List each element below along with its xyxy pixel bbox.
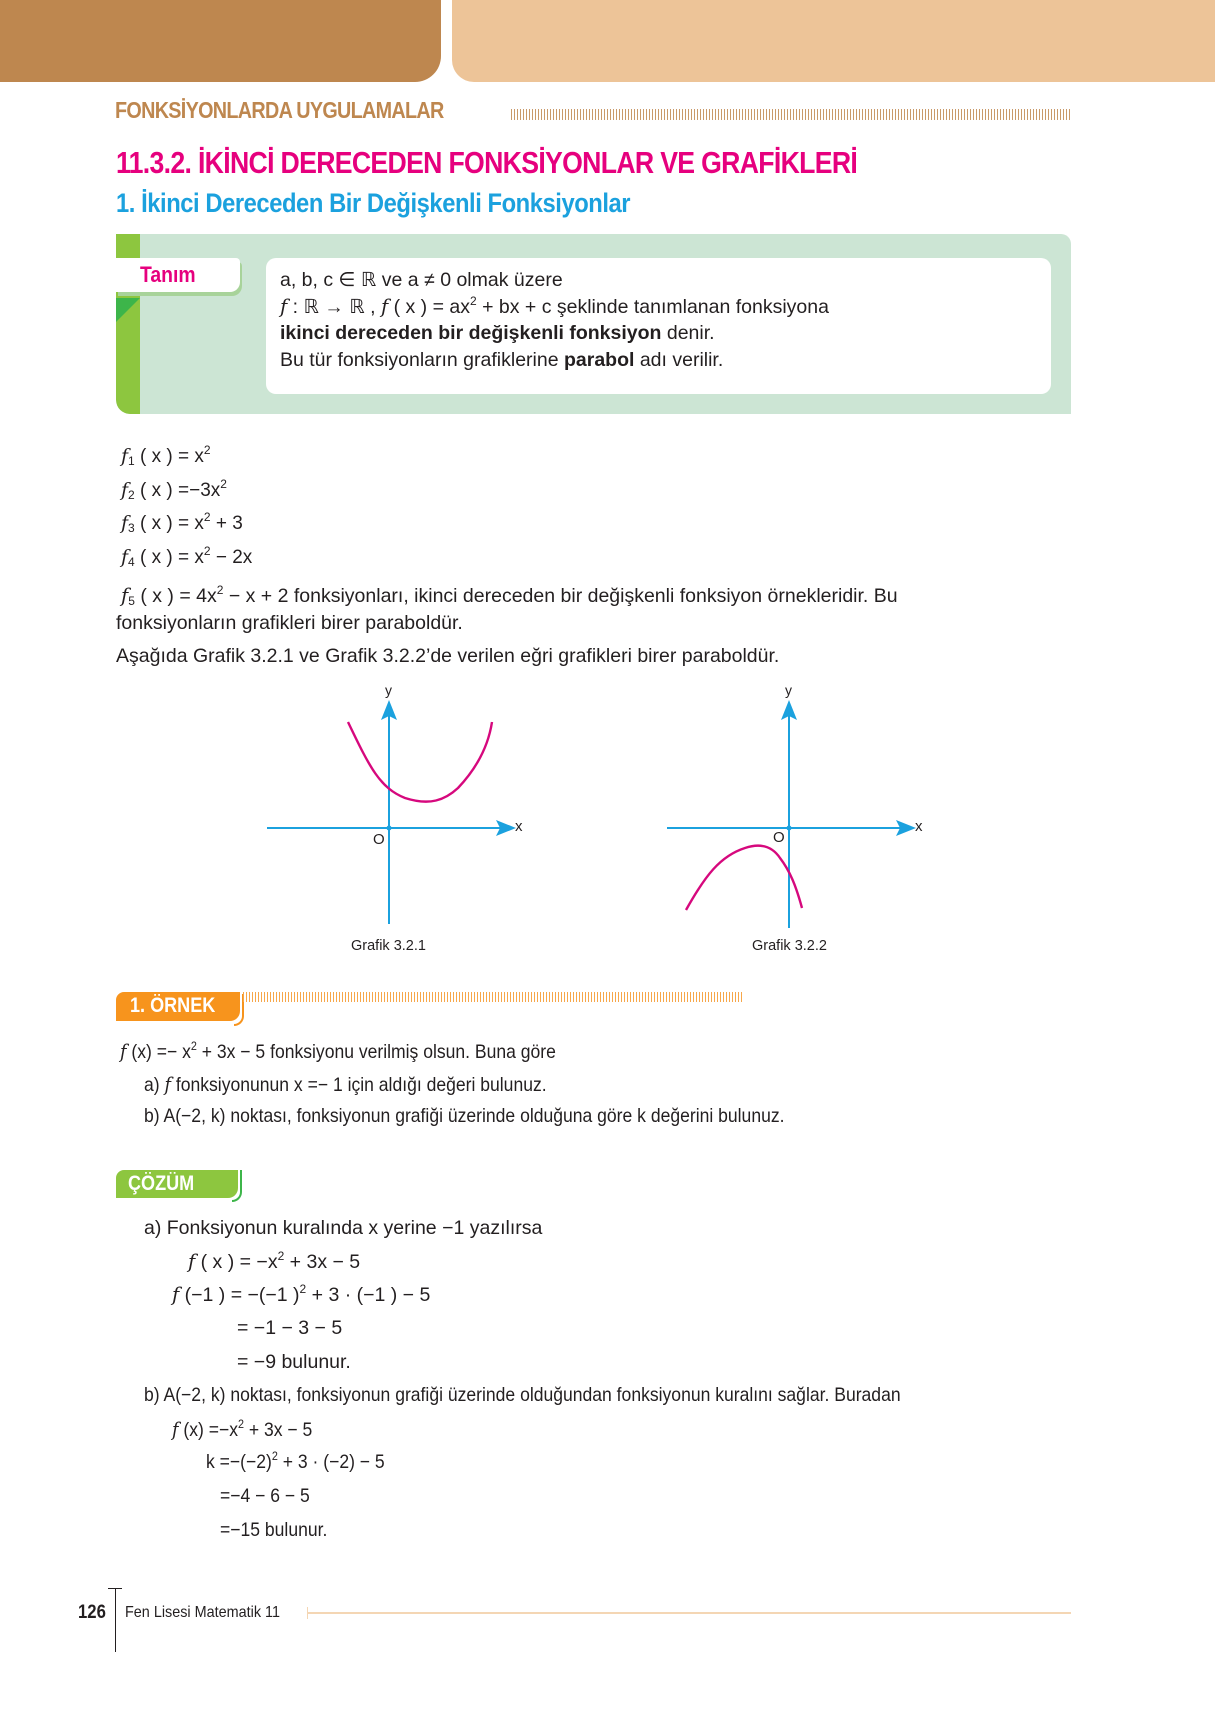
solution-a-result: = −9 bulunur. <box>237 1351 351 1373</box>
origin-label: O <box>773 829 785 846</box>
page-title: 11.3.2. İKİNCİ DERECEDEN FONKSİYONLAR VE GRAFİKLERİ <box>116 145 858 180</box>
exponent: 2 <box>216 583 224 597</box>
definition-line-4 <box>280 347 1037 374</box>
func-symbol: f <box>121 545 129 568</box>
definition-line-1 <box>280 267 1037 294</box>
exponent: 2 <box>220 476 227 491</box>
expr-part: ( x ) = ax <box>388 295 470 318</box>
solution-b-step-1 <box>172 1418 312 1442</box>
definition-term: parabol <box>563 348 635 371</box>
func-expr: ( x ) = x <box>134 446 204 467</box>
exponent: 2 <box>237 1417 245 1431</box>
definition-tab <box>116 258 240 292</box>
step-expr: (x) =−x <box>178 1419 238 1441</box>
question-text: fonksiyonunun x =− 1 için aldığı değeri bulunuz. <box>170 1074 547 1096</box>
func-symbol: f <box>121 478 129 501</box>
solution-tab-label: ÇÖZÜM <box>128 1172 195 1195</box>
func-expr: − x + 2 <box>223 585 289 607</box>
solution-b-step-3: =−4 − 6 − 5 <box>220 1485 310 1507</box>
func-expr: ( x ) = x <box>134 513 204 534</box>
page-subtitle: 1. İkinci Dereceden Bir Değişkenli Fonksiyonlar <box>116 188 631 218</box>
graph-3-2-2-caption: Grafik 3.2.2 <box>752 938 827 954</box>
footer-rule <box>307 1612 1071 1614</box>
solution-b-intro: b) A(−2, k) noktası, fonksiyonun grafiği üzerinde olduğundan fonksiyonun kuralını sağlar. Buradan <box>144 1384 901 1406</box>
step-expr: + 3x − 5 <box>244 1419 313 1441</box>
definition-line-3 <box>280 320 1037 347</box>
function-list <box>121 440 252 574</box>
example-tab <box>116 992 240 1021</box>
function-item-1 <box>121 440 252 474</box>
step-expr: + 3x − 5 <box>284 1251 361 1273</box>
func-index: 5 <box>128 594 135 608</box>
func-index: 3 <box>128 521 135 535</box>
definition-text: adı verilir. <box>634 348 724 371</box>
graph-3-2-1-caption: Grafik 3.2.1 <box>351 938 426 954</box>
paragraph-text: fonksiyonları, ikinci dereceden bir değişkenli fonksiyon örnekleridir. Bu <box>288 585 898 607</box>
function-item-4 <box>121 541 252 575</box>
func-symbol: f <box>121 445 129 467</box>
definition-line-2 <box>280 294 1037 321</box>
header-banner-right <box>452 0 1215 82</box>
solution-b-step-2 <box>206 1451 385 1474</box>
func-expr: ( x ) =−3x <box>134 479 221 501</box>
func-symbol: f <box>188 1250 196 1273</box>
definition-content <box>266 258 1051 394</box>
definition-text: denir. <box>661 322 715 344</box>
book-title: Fen Lisesi Matematik 11 <box>125 1604 280 1621</box>
func-symbol: f <box>121 512 129 534</box>
solution-a-step-1 <box>188 1250 360 1274</box>
mapping: : ℝ → ℝ , <box>287 295 381 318</box>
paragraph-line-1 <box>121 583 898 609</box>
exponent: 2 <box>203 510 211 524</box>
function-item-3 <box>121 507 252 541</box>
definition-fold-triangle <box>116 298 140 322</box>
footer-divider <box>115 1588 116 1652</box>
definition-condition: a, b, c ∈ ℝ ve a ≠ 0 olmak üzere <box>280 269 563 291</box>
section-heading-text: FONKSİYONLARDA UYGULAMALAR <box>115 97 444 123</box>
graph-3-2-2-plot <box>660 688 940 928</box>
func-symbol: f <box>172 1283 180 1306</box>
example-question-b: b) A(−2, k) noktası, fonksiyonun grafiği üzerinde olduğuna göre k değerini bulunuz. <box>144 1105 785 1127</box>
func-expr: ( x ) = x <box>134 546 204 568</box>
solution-b-result: =−15 bulunur. <box>220 1519 328 1541</box>
step-expr: (−1 ) = −(−1 ) <box>179 1284 300 1306</box>
header-banner-left <box>0 0 441 82</box>
definition-text: Bu tür fonksiyonların grafiklerine <box>280 348 564 371</box>
func-symbol: f <box>164 1073 171 1096</box>
func-expr: ( x ) = 4x <box>134 585 217 607</box>
step-expr: + 3 · (−2) − 5 <box>277 1451 385 1473</box>
func-expr: − 2x <box>210 546 253 568</box>
x-axis-label: x <box>915 818 923 835</box>
exponent: 2 <box>271 1449 278 1463</box>
y-axis-label: y <box>785 682 792 698</box>
step-expr: k =−(−2) <box>206 1451 272 1473</box>
function-item-2 <box>121 474 252 508</box>
question-marker: a) <box>144 1074 165 1096</box>
solution-tab <box>116 1170 238 1198</box>
exponent: 2 <box>469 293 477 308</box>
example-rule <box>243 992 743 1002</box>
y-axis-label: y <box>385 682 392 698</box>
solution-a-intro: a) Fonksiyonun kuralında x yerine −1 yazılırsa <box>144 1217 543 1239</box>
graph-3-2-2 <box>660 682 940 928</box>
func-index: 4 <box>128 554 135 569</box>
func-index: 1 <box>128 454 135 468</box>
origin-label: O <box>373 831 385 848</box>
func-symbol: f <box>380 294 389 318</box>
exponent: 2 <box>190 1039 197 1053</box>
func-expr: + 3 <box>210 513 243 534</box>
func-symbol: f <box>121 584 129 607</box>
exponent: 2 <box>277 1249 285 1263</box>
example-tab-label: 1. ÖRNEK <box>130 994 216 1017</box>
func-symbol: f <box>280 294 288 318</box>
section-heading-rule <box>511 109 1071 120</box>
exponent: 2 <box>299 1282 307 1296</box>
solution-a-step-2 <box>172 1283 430 1307</box>
example-question-a <box>144 1073 547 1097</box>
section-heading <box>115 97 497 124</box>
func-expr: (x) =− x <box>126 1041 191 1063</box>
paragraph-line-3: Aşağıda Grafik 3.2.1 ve Grafik 3.2.2’de verilen eğri grafikleri birer paraboldür. <box>116 645 780 667</box>
func-symbol: f <box>172 1418 179 1441</box>
func-symbol: f <box>120 1040 127 1063</box>
page-number: 126 <box>78 1602 106 1623</box>
exponent: 2 <box>203 543 211 558</box>
definition-term: ikinci dereceden bir değişkenli fonksiyon <box>280 322 662 344</box>
func-index: 2 <box>128 487 135 502</box>
definition-tab-label: Tanım <box>140 262 196 287</box>
solution-a-step-3: = −1 − 3 − 5 <box>237 1317 343 1339</box>
expr-part: + bx + c şeklinde tanımlanan fonksiyona <box>476 295 829 318</box>
example-statement <box>120 1040 556 1064</box>
x-axis-label: x <box>515 818 523 835</box>
exponent: 2 <box>203 443 211 457</box>
statement-text: + 3x − 5 fonksiyonu verilmiş olsun. Buna göre <box>196 1041 556 1063</box>
step-expr: ( x ) = −x <box>195 1251 278 1273</box>
paragraph-line-2: fonksiyonların grafikleri birer paraboldür. <box>116 612 463 634</box>
graph-3-2-1-plot <box>260 688 540 928</box>
graph-3-2-1 <box>260 682 540 928</box>
step-expr: + 3 · (−1 ) − 5 <box>306 1284 431 1306</box>
